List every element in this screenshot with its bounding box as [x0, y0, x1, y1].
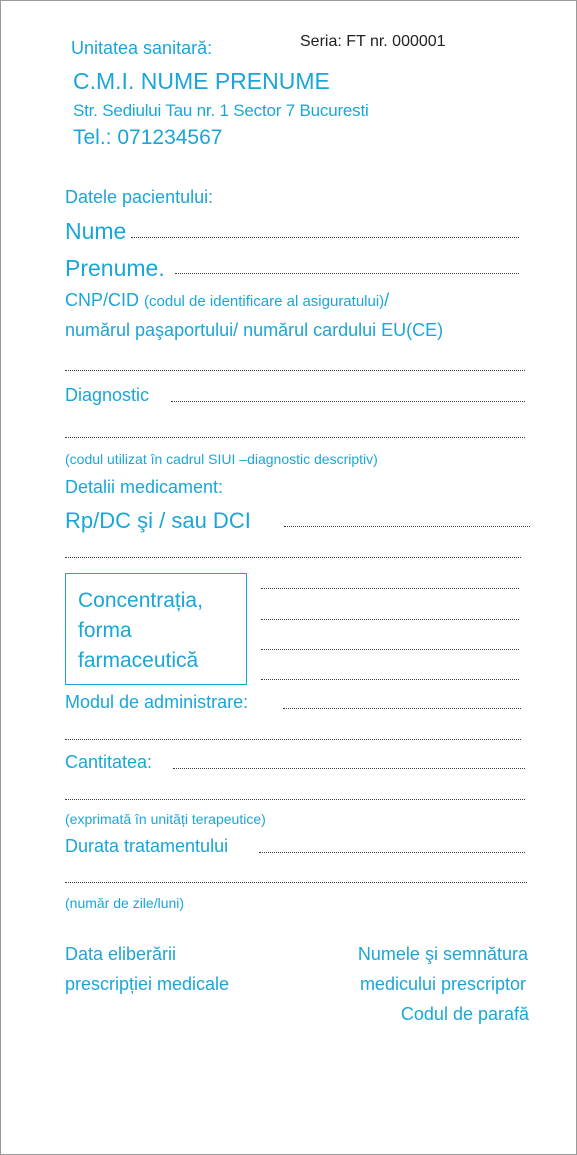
issue-date-line-2: prescripției medicale	[65, 974, 230, 994]
concentration-line-2: forma	[78, 619, 132, 642]
diagnostic-field[interactable]	[171, 401, 525, 402]
quantity-label: Cantitatea:	[65, 752, 153, 772]
unit-label: Unitatea sanitară:	[71, 38, 213, 58]
quantity-note: (exprimată în unități terapeutice)	[65, 811, 266, 827]
doctor-line-2: medicului prescriptor	[359, 974, 526, 994]
issue-date-line-1: Data eliberării	[65, 944, 177, 964]
diagnostic-label: Diagnostic	[65, 385, 150, 405]
duration-label: Durata tratamentului	[65, 836, 229, 856]
passport-label: numărul paşaportului/ numărul cardului EU(CE)	[65, 320, 444, 340]
prenume-field[interactable]	[175, 273, 519, 274]
admin-field-2[interactable]	[65, 739, 521, 740]
stamp-code: Codul de parafă	[400, 1004, 529, 1024]
concentration-field-2[interactable]	[261, 619, 519, 620]
admin-label: Modul de administrare:	[65, 692, 249, 712]
cnp-slash: /	[384, 290, 390, 310]
concentration-line-3: farmaceutică	[78, 649, 199, 672]
doctor-line-1: Numele şi semnătura	[357, 944, 528, 964]
series-number: Seria: FT nr. 000001	[300, 33, 446, 50]
cnp-text: CNP/CID	[65, 290, 140, 310]
nume-field[interactable]	[131, 237, 519, 238]
rp-field[interactable]	[284, 526, 530, 527]
concentration-field-3[interactable]	[261, 649, 519, 650]
clinic-phone: Tel.: 071234567	[73, 126, 223, 149]
diagnostic-note: (codul utilizat în cadrul SIUI –diagnostic descriptiv)	[65, 451, 378, 467]
cnp-note: (codul de identificare al asiguratului)	[144, 293, 385, 310]
admin-field[interactable]	[283, 708, 521, 709]
concentration-box	[65, 573, 247, 685]
rp-field-2[interactable]	[65, 557, 521, 558]
duration-field-2[interactable]	[65, 882, 527, 883]
quantity-field[interactable]	[173, 768, 525, 769]
clinic-name: C.M.I. NUME PRENUME	[73, 68, 330, 94]
nume-label: Nume	[65, 218, 127, 244]
concentration-line-1: Concentrația,	[78, 589, 203, 612]
cnp-field[interactable]	[65, 370, 525, 371]
concentration-field-4[interactable]	[261, 679, 519, 680]
clinic-address: Str. Sediului Tau nr. 1 Sector 7 Bucuresti	[73, 101, 369, 120]
prenume-label: Prenume.	[65, 255, 165, 281]
duration-field[interactable]	[259, 852, 525, 853]
duration-note: (număr de zile/luni)	[65, 895, 185, 911]
medication-section-label: Detalii medicament:	[65, 477, 224, 497]
quantity-field-2[interactable]	[65, 799, 525, 800]
rp-label: Rp/DC şi / sau DCI	[65, 508, 251, 533]
cnp-label	[65, 291, 389, 309]
concentration-field-1[interactable]	[261, 588, 519, 589]
diagnostic-field-2[interactable]	[65, 437, 525, 438]
patient-section-label: Datele pacientului:	[65, 187, 214, 207]
